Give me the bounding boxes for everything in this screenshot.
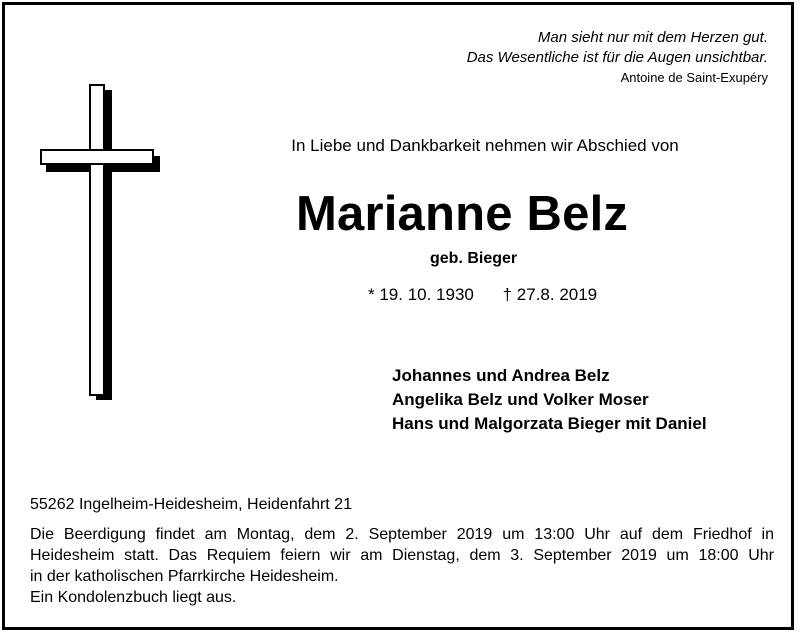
mourners-list — [392, 364, 707, 436]
mourner-entry: Hans und Malgorzata Bieger mit Daniel — [392, 414, 707, 433]
quote-block — [467, 28, 768, 87]
birth-date: * 19. 10. 1930 — [368, 285, 474, 304]
notice-line: in der katholischen Pfarrkirche Heidesheim. — [30, 568, 339, 585]
mourner-entry: Angelika Belz und Volker Moser — [392, 390, 649, 409]
death-date: † 27.8. 2019 — [502, 285, 598, 304]
quote-author: Antoine de Saint-Exupéry — [620, 70, 768, 85]
notice-line: Die Beerdigung findet am Montag, dem 2. September 2019 um 13:00 Uhr auf dem Friedhof in — [30, 526, 774, 543]
funeral-notice — [30, 524, 774, 608]
life-dates — [368, 285, 597, 305]
quote-line: Man sieht nur mit dem Herzen gut. — [537, 29, 768, 46]
notice-line: Heidesheim statt. Das Requiem feiern wir am Dienstag, dem 3. September 2019 um 18:00 Uhr — [30, 547, 774, 564]
maiden-name: geb. Bieger — [430, 250, 518, 267]
quote-line: Das Wesentliche ist für die Augen unsichtbar. — [466, 49, 768, 66]
notice-line: Ein Kondolenzbuch liegt aus. — [30, 589, 237, 606]
intro-text: In Liebe und Dankbarkeit nehmen wir Abschied von — [291, 136, 679, 155]
family-address: 55262 Ingelheim-Heidesheim, Heidenfahrt 21 — [30, 496, 352, 513]
mourner-entry: Johannes und Andrea Belz — [392, 366, 610, 385]
deceased-name: Marianne Belz — [296, 187, 629, 241]
cross-icon — [40, 84, 162, 402]
